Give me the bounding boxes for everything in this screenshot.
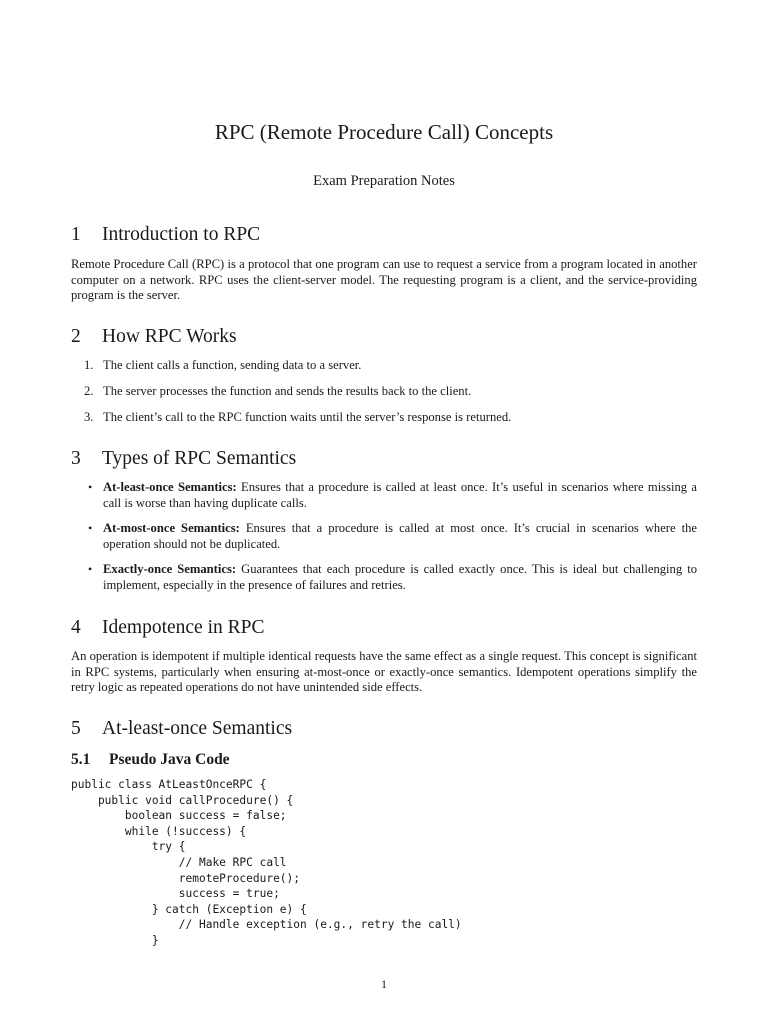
section-paragraph-4: An operation is idempotent if multiple identical requests have the same effect as a single request. This concept is significant in RPC systems, particularly when ensuring at-most-once or exactly-once semantics. Idempotent operations simplify the retry logic as repeated operations do not have unintended side effects.: [71, 649, 697, 695]
list-item-text: The client’s call to the RPC function waits until the server’s response is returned.: [103, 410, 512, 425]
section-number: 1: [71, 224, 81, 245]
term-description: Ensures that a procedure is called at most once. It’s crucial in scenarios where the operation should not be duplicated.: [103, 521, 697, 551]
bullet-icon: •: [88, 521, 93, 536]
subsection-number: 5.1: [71, 751, 91, 768]
section-title: At-least-once Semantics: [102, 718, 293, 739]
list-marker: 1.: [84, 358, 94, 372]
document-title: RPC (Remote Procedure Call) Concepts: [214, 120, 554, 144]
bullet-icon: •: [88, 480, 93, 494]
term-label: At-most-once Semantics:: [103, 521, 240, 536]
list-item: [71, 410, 697, 426]
document-subtitle: Exam Preparation Notes: [313, 173, 455, 189]
section-title: Introduction to RPC: [102, 224, 261, 245]
section-number: 2: [71, 326, 81, 347]
list-item: [71, 521, 697, 552]
list-item: [71, 358, 697, 374]
term-description: Guarantees that each procedure is called exactly once. This is ideal but challenging to implement, especially in the presence of failures and retries.: [103, 562, 697, 592]
list-marker: 2.: [84, 384, 94, 399]
section-title: Idempotence in RPC: [102, 617, 265, 638]
bullet-icon: •: [88, 562, 93, 577]
section-heading-1: [71, 222, 260, 248]
page-number: 1: [381, 977, 387, 991]
section-number: 5: [71, 718, 81, 739]
subsection-title: Pseudo Java Code: [109, 751, 230, 768]
list-item: [71, 480, 697, 511]
code-block: public class AtLeastOnceRPC { public void callProcedure() { boolean success = false; while (!success) { try { // Make RPC call remoteProcedure(); success = true; } catch (Exception e) { // Handle exception (e.g., retry the call) }: [71, 778, 462, 947]
section-paragraph-1: Remote Procedure Call (RPC) is a protocol that one program can use to request a service from a program located in another computer on a network. RPC uses the client-server model. The requesting program is a client, and the service-providing program is the server.: [71, 257, 697, 303]
list-item: [71, 384, 697, 400]
term-label: Exactly-once Semantics:: [103, 562, 237, 577]
section-number: 3: [71, 448, 81, 469]
list-item-text: The client calls a function, sending data to a server.: [103, 358, 362, 372]
section-heading-3: [71, 446, 296, 472]
section-heading-4: [71, 615, 264, 641]
bullet-list: [71, 480, 697, 604]
section-heading-2: [71, 324, 237, 350]
section-number: 4: [71, 617, 81, 638]
list-item-text: The server processes the function and sends the results back to the client.: [103, 384, 472, 399]
term-label: At-least-once Semantics:: [103, 480, 237, 494]
section-heading-5: [71, 716, 292, 742]
numbered-list: [71, 358, 697, 436]
term-description: Ensures that a procedure is called at least once. It’s useful in scenarios where missing a call is worse than having duplicate calls.: [103, 480, 697, 510]
list-marker: 3.: [84, 410, 94, 425]
section-title: Types of RPC Semantics: [102, 448, 297, 469]
list-item: [71, 562, 697, 593]
subsection-heading: [71, 749, 230, 771]
section-title: How RPC Works: [102, 326, 237, 347]
